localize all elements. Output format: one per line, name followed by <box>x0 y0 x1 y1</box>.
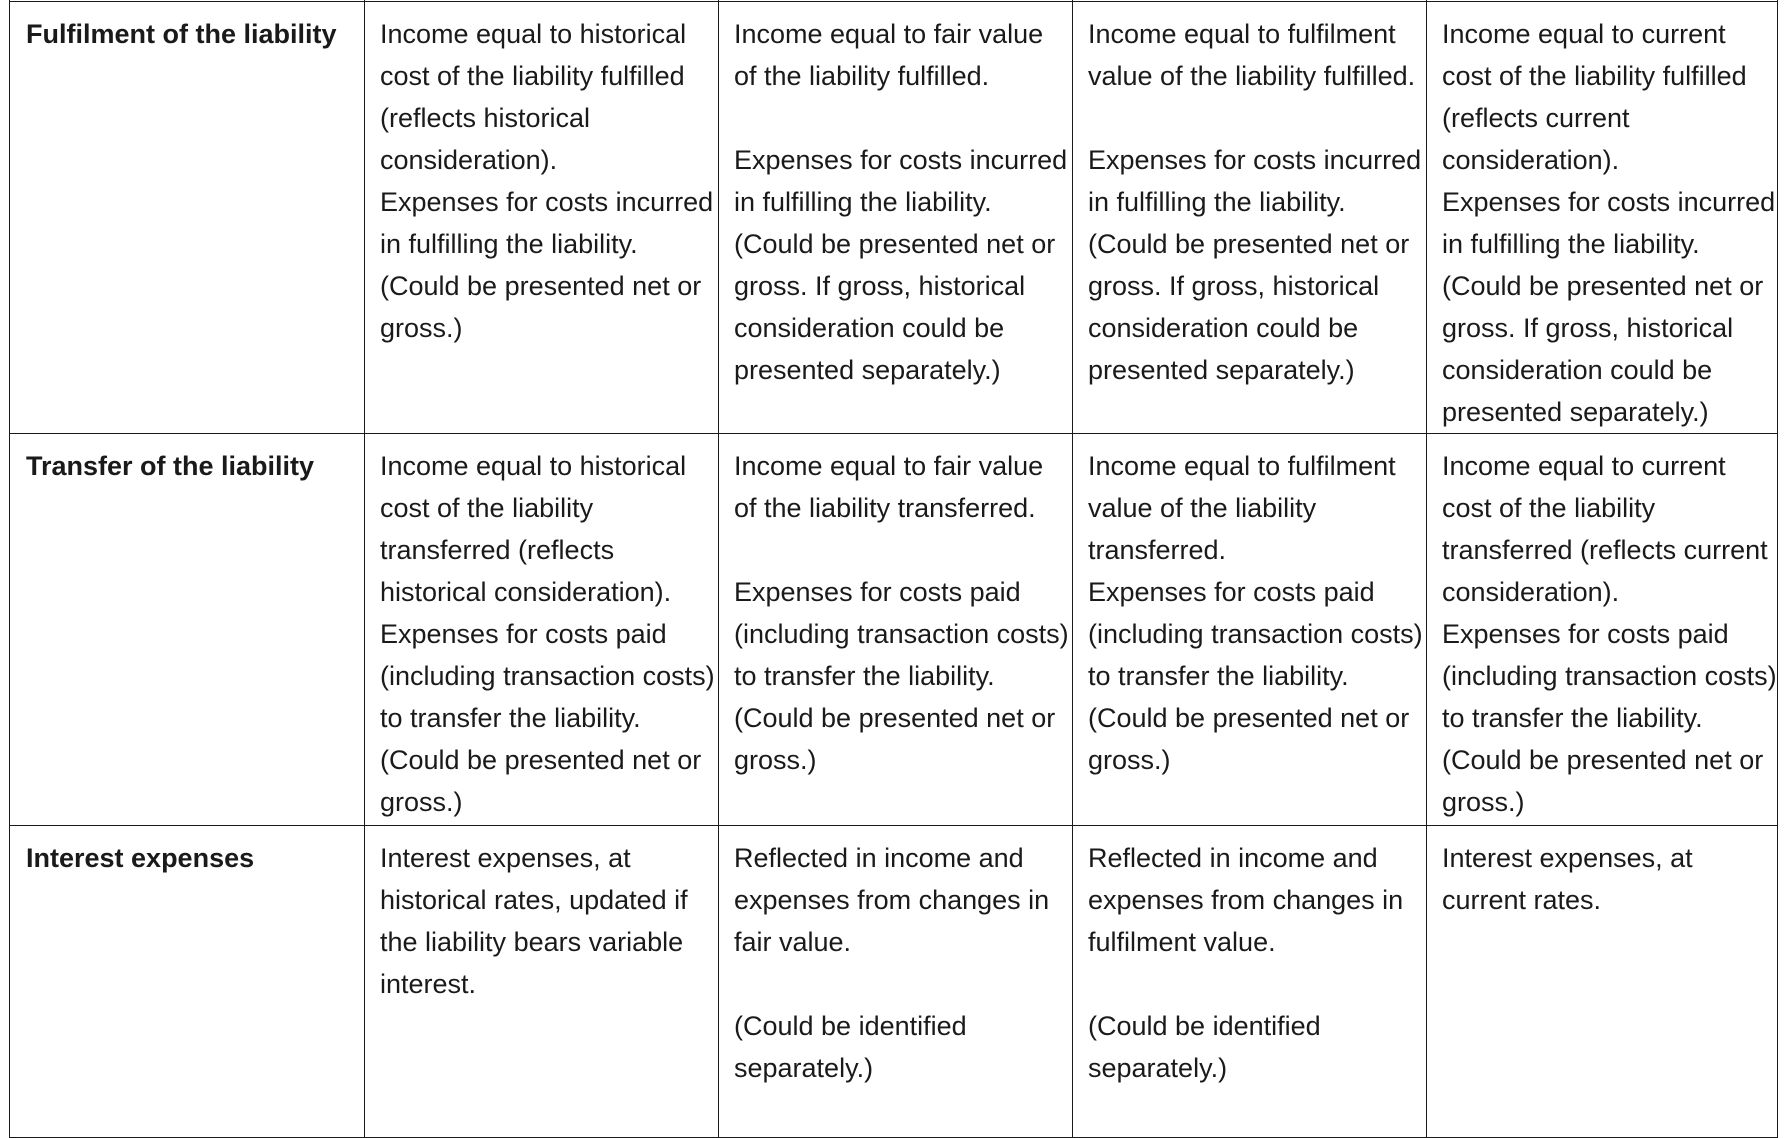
table-cell <box>365 2 719 434</box>
income-text: Income equal to fulfilment value of the liability fulfilled. <box>1088 19 1416 91</box>
expenses-text: Expenses for costs incurred in fulfilling the liability. (Could be presented net or gross. If gross, historical consideration could be presented separately.) <box>1088 145 1422 385</box>
table-row-transfer <box>10 434 1778 826</box>
income-text: Income equal to fair value of the liability fulfilled. <box>734 19 1044 91</box>
expenses-text: Expenses for costs paid (including transaction costs) to transfer the liability. (Could be presented net or gross.) <box>734 577 1069 775</box>
table-row-fulfilment <box>10 2 1778 434</box>
income-text: Income equal to current cost of the liability transferred (reflects current consideration). <box>1442 451 1768 607</box>
expenses-text: Expenses for costs incurred in fulfilling the liability. (Could be presented net or gross. If gross, historical consideration could be presented separately.) <box>1442 187 1776 427</box>
income-text: Income equal to historical cost of the liability fulfilled (reflects historical consideration). <box>380 19 687 175</box>
cell-text: Interest expenses, at historical rates, updated if the liability bears variable interest. <box>380 843 688 999</box>
income-text: Income equal to fair value of the liability transferred. <box>734 451 1044 523</box>
table-cell <box>1073 434 1427 826</box>
cell-text: Interest expenses, at current rates. <box>1442 843 1693 915</box>
cell-text: Reflected in income and expenses from changes in fair value. (Could be identified separately.) <box>734 843 1050 1083</box>
table-cell <box>365 434 719 826</box>
table-cell <box>365 826 719 1138</box>
income-text: Income equal to fulfilment value of the liability transferred. <box>1088 451 1396 565</box>
table-cell <box>1427 826 1778 1138</box>
income-text: Income equal to historical cost of the liability transferred (reflects historical consideration). <box>380 451 687 607</box>
cell-text: Reflected in income and expenses from changes in fulfilment value. (Could be identified separately.) <box>1088 843 1404 1083</box>
table-cell <box>719 826 1073 1138</box>
table-cell <box>719 2 1073 434</box>
expenses-text: Expenses for costs paid (including transaction costs) to transfer the liability. (Could be presented net or gross.) <box>1442 619 1777 817</box>
table-cell <box>719 434 1073 826</box>
expenses-text: Expenses for costs paid (including transaction costs) to transfer the liability. (Could be presented net or gross.) <box>1088 577 1423 775</box>
expenses-text: Expenses for costs incurred in fulfilling the liability. (Could be presented net or gross.) <box>380 187 714 343</box>
measurement-bases-table <box>9 0 1778 1138</box>
row-header-transfer: Transfer of the liability <box>10 434 365 826</box>
table-row-interest <box>10 826 1778 1138</box>
table-cell <box>1073 2 1427 434</box>
row-header-fulfilment: Fulfilment of the liability <box>10 2 365 434</box>
income-text: Income equal to current cost of the liability fulfilled (reflects current consideration). <box>1442 19 1747 175</box>
row-header-interest: Interest expenses <box>10 826 365 1138</box>
table-cell <box>1427 2 1778 434</box>
table-cell <box>1073 826 1427 1138</box>
expenses-text: Expenses for costs paid (including transaction costs) to transfer the liability. (Could be presented net or gross.) <box>380 619 715 817</box>
expenses-text: Expenses for costs incurred in fulfilling the liability. (Could be presented net or gross. If gross, historical consideration could be presented separately.) <box>734 145 1068 385</box>
table-cell <box>1427 434 1778 826</box>
